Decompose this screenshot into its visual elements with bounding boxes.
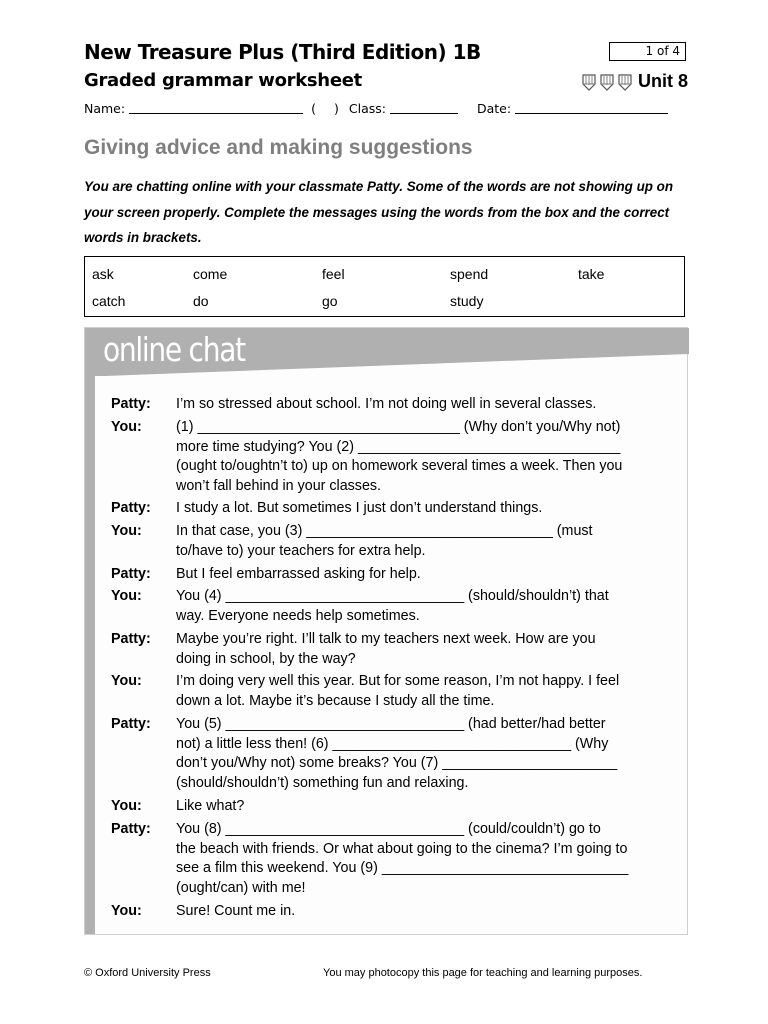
speaker-label: Patty: (111, 566, 151, 582)
chat-title: online chat (103, 330, 245, 369)
message-line: (ought/can) with me! (176, 879, 306, 896)
message-line: Maybe you’re right. I’ll talk to my teachers next week. How are you (176, 631, 596, 647)
word-item: come (193, 266, 228, 282)
class-number-open: ( (311, 101, 316, 116)
chat-left-bar (85, 328, 95, 934)
message-line: In that case, you (3) _______________________________ (must (176, 523, 593, 539)
word-item: feel (322, 266, 345, 282)
date-label: Date: (476, 101, 512, 116)
speaker-label: Patty: (111, 716, 151, 732)
unit-badge (581, 71, 688, 92)
message-line: not) a little less then! (6) ______________________________ (Why (176, 735, 609, 752)
message-line: You (8) ______________________________ (could/couldn’t) go to (176, 821, 601, 837)
speaker-label: Patty: (111, 631, 151, 647)
message-line: way. Everyone needs help sometimes. (176, 607, 420, 624)
speaker-label: You: (111, 673, 142, 689)
word-item: take (578, 266, 605, 282)
message-line: You (4) ______________________________ (should/shouldn’t) that (176, 588, 609, 604)
message-line: (should/shouldn’t) something fun and relaxing. (176, 774, 469, 791)
speaker-label: Patty: (111, 396, 151, 412)
message-line: I study a lot. But sometimes I just don’t understand things. (176, 500, 543, 516)
message-line: I’m so stressed about school. I’m not doing well in several classes. (176, 396, 597, 412)
message-line: won’t fall behind in your classes. (176, 477, 382, 494)
date-field[interactable] (515, 101, 668, 114)
message-line: (1) _________________________________ (Why don’t you/Why not) (176, 419, 621, 435)
page-indicator: 1 of 4 (609, 42, 686, 61)
section-heading: Giving advice and making suggestions (84, 136, 473, 159)
name-field[interactable] (129, 101, 303, 114)
word-item: go (322, 293, 338, 309)
pencil-icon (617, 73, 633, 91)
class-label: Class: (348, 101, 386, 116)
message-line: to/have to) your teachers for extra help. (176, 542, 426, 559)
worksheet-title: New Treasure Plus (Third Edition) 1B (84, 40, 481, 64)
instructions: You are chatting online with your classmate Patty. Some of the words are not showing up on your screen properly. Complete the messages using the words from the box and the correct words in brackets. (84, 179, 674, 245)
unit-label: Unit 8 (637, 71, 688, 91)
speaker-label: You: (111, 523, 142, 539)
message-line: doing in school, by the way? (176, 650, 356, 667)
speaker-label: You: (111, 798, 142, 814)
message-line: (ought to/oughtn’t to) up on homework several times a week. Then you (176, 458, 623, 474)
message-line: But I feel embarrassed asking for help. (176, 566, 421, 582)
worksheet-subtitle: Graded grammar worksheet (84, 70, 362, 91)
chat-header-band (85, 328, 687, 378)
speaker-label: Patty: (111, 821, 151, 837)
footer-copyright: © Oxford University Press (84, 967, 211, 979)
word-item: catch (92, 293, 126, 309)
student-info-row (84, 101, 690, 116)
word-item: do (193, 293, 209, 309)
speaker-label: You: (111, 903, 142, 919)
message-line: Sure! Count me in. (176, 903, 296, 919)
message-line: I’m doing very well this year. But for some reason, I’m not happy. I feel (176, 673, 620, 689)
message-line: more time studying? You (2) _________________________________ (176, 438, 621, 455)
speaker-label: You: (111, 588, 142, 604)
footer-photocopy-note: You may photocopy this page for teaching and learning purposes. (323, 967, 643, 979)
name-label: Name: (84, 101, 126, 116)
message-line: You (5) ______________________________ (had better/had better (176, 716, 606, 732)
message-line: Like what? (176, 798, 245, 814)
word-item: study (450, 293, 484, 309)
word-item: spend (450, 266, 489, 282)
speaker-label: You: (111, 419, 142, 435)
pencil-icon (599, 73, 615, 91)
pencil-icon (581, 73, 597, 91)
class-field[interactable] (390, 101, 458, 114)
word-item: ask (92, 266, 114, 282)
class-number-close: ) (333, 101, 339, 116)
message-line: don’t you/Why not) some breaks? You (7) ______________________ (176, 755, 618, 771)
message-line: down a lot. Maybe it’s because I study all the time. (176, 692, 495, 709)
speaker-label: Patty: (111, 500, 151, 516)
message-line: the beach with friends. Or what about going to the cinema? I’m going to (176, 840, 628, 857)
word-box (84, 256, 685, 317)
class-number-field[interactable] (316, 101, 334, 116)
online-chat-panel (84, 327, 688, 935)
message-line: see a film this weekend. You (9) _______________________________ (176, 860, 629, 876)
